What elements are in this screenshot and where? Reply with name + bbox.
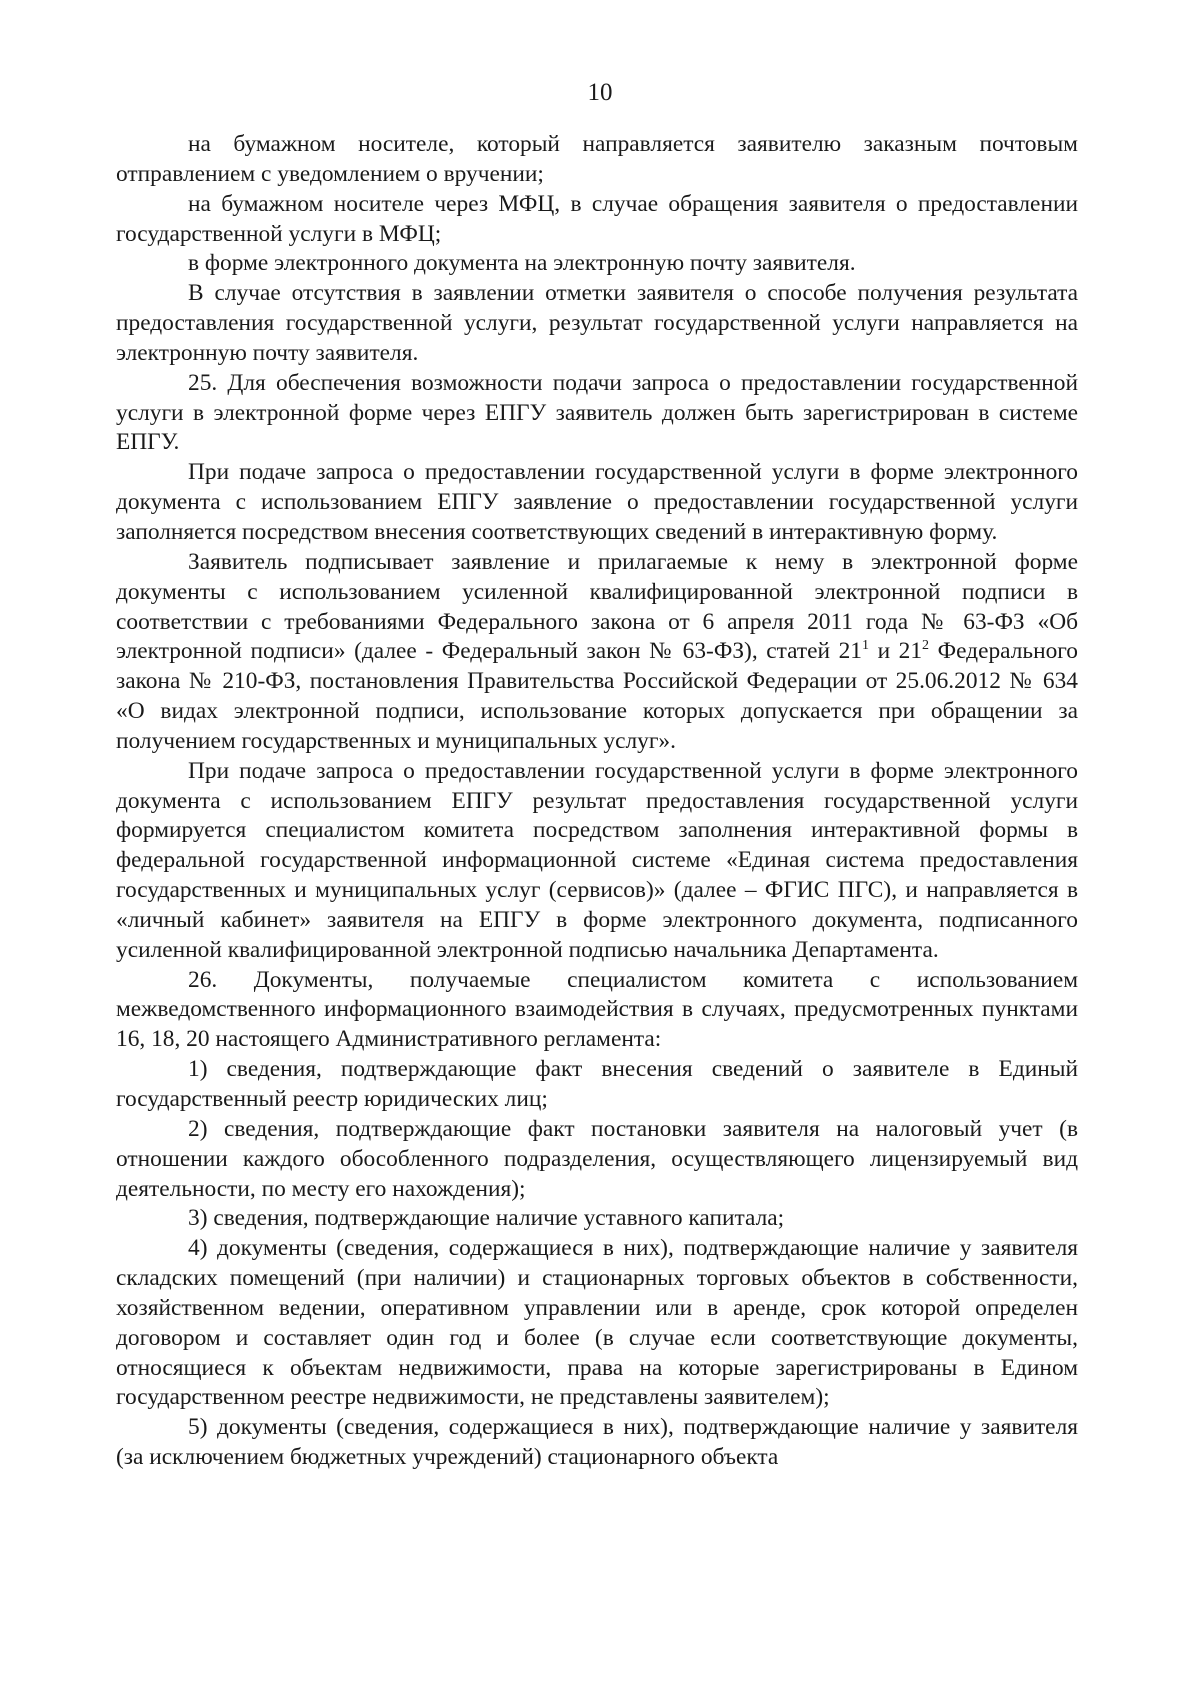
signature-text-before: Заявитель подписывает заявление и прилагаемые к нему в электронной форме документы с использованием усиленной квалифицированной электронной подписи в соответствии с требованиями Федерального закона от 6 апреля 2011 года № 63-ФЗ «Об электронной подписи» (далее - Федеральный закон № 63-ФЗ), статей 21 [116,548,1078,665]
paragraph-result-default: В случае отсутствия в заявлении отметки заявителя о способе получения результата предоставления государственной услуги, результат государственной услуги направляется на электронную почту заявителя. [116,280,1078,366]
paragraph-item-26: 26. Документы, получаемые специалистом комитета с использованием межведомственного информационного взаимодействия в случаях, предусмотренных пунктами 16, 18, 20 настоящего Административного регламента: [116,966,1078,1053]
paragraph-result-paper-mail: на бумажном носителе, который направляется заявителю заказным почтовым отправлением с уведомлением о вручении; [116,131,1078,187]
page-number: 10 [587,79,613,106]
paragraph-result-email: в форме электронного документа на электронную почту заявителя. [188,250,856,277]
paragraph-epgu-result: При подаче запроса о предоставлении государственной услуги в форме электронного документа с использованием ЕПГУ результат предоставления государственной услуги формируется специалистом комитета посредством заполнения интерактивной формы в федеральной государственной информационной системе «Единая система предоставления государственных и муниципальных услуг (сервисов)» (далее – ФГИС ПГС), и направляется в «личный кабинет» заявителя на ЕПГУ в форме электронного документа, подписанного усиленной квалифицированной электронной подписью начальника Департамента. [116,757,1078,963]
paragraph-epgu-application: При подаче запроса о предоставлении государственной услуги в форме электронного документа с использованием ЕПГУ заявление о предоставлении государственной услуги заполняется посредством внесения соответствующих сведений в интерактивную форму. [116,459,1078,545]
paragraph-electronic-signature [116,548,1078,757]
paragraph-item-25: 25. Для обеспечения возможности подачи запроса о предоставлении государственной услуги в электронной форме через ЕПГУ заявитель должен быть зарегистрирован в системе ЕПГУ. [116,369,1078,456]
list-item-1: 1) сведения, подтверждающие факт внесения сведений о заявителе в Единый государственный реестр юридических лиц; [116,1056,1078,1112]
list-item-2: 2) сведения, подтверждающие факт постановки заявителя на налоговый учет (в отношении каждого обособленного подразделения, осуществляющего лицензируемый вид деятельности, по месту его нахождения); [116,1115,1078,1202]
paragraph-result-paper-mfc: на бумажном носителе через МФЦ, в случае обращения заявителя о предоставлении государственной услуги в МФЦ; [116,190,1078,247]
superscript-2: 2 [922,638,930,654]
signature-text-middle: и 21 [869,638,923,665]
list-item-3: 3) сведения, подтверждающие наличие уставного капитала; [188,1205,785,1232]
signature-text-after: Федерального закона № 210-ФЗ, постановления Правительства Российской Федерации от 25.06.2012 № 634 «О видах электронной подписи, использование которых допускается при обращении за получением государственных и муниципальных услуг». [116,638,1078,754]
list-item-5: 5) документы (сведения, содержащиеся в них), подтверждающие наличие у заявителя (за исключением бюджетных учреждений) стационарного объекта [116,1414,1078,1471]
superscript-1: 1 [862,638,869,654]
document-body [116,130,1078,1473]
list-item-4: 4) документы (сведения, содержащиеся в них), подтверждающие наличие у заявителя складских помещений (при наличии) и стационарных торговых объектов в собственности, хозяйственном ведении, оперативном управлении или в аренде, срок которой определен договором и составляет один год и более (в случае если соответствующие документы, относящиеся к объектам недвижимости, права на которые зарегистрированы в Едином государственном реестре недвижимости, не представлены заявителем); [116,1235,1078,1411]
